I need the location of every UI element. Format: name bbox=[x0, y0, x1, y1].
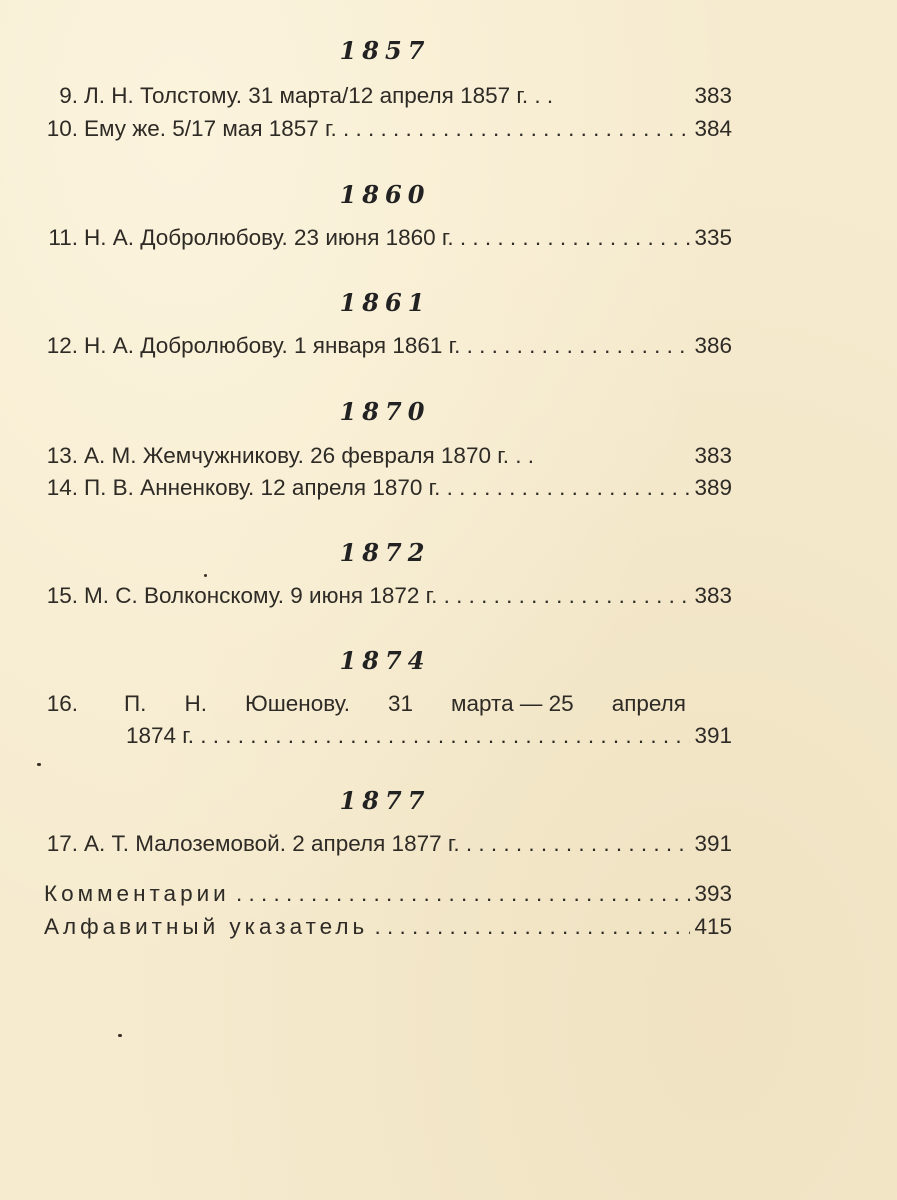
section-year-1861: 1861 bbox=[339, 288, 431, 317]
toc-entry bbox=[40, 580, 740, 612]
entry-page-number: 389 bbox=[694, 475, 732, 500]
toc-entry bbox=[40, 330, 740, 362]
toc-entry bbox=[40, 472, 740, 504]
entry-text: А. М. Жемчужникову. 26 февраля 1870 г. . . bbox=[84, 443, 534, 468]
entry-page-number: 384 bbox=[694, 116, 732, 141]
toc-entry bbox=[40, 688, 740, 720]
section-year-1860: 1860 bbox=[339, 180, 431, 209]
entry-word: марта — 25 bbox=[451, 691, 574, 716]
toc-entry-continuation bbox=[40, 720, 740, 752]
entry-text: Алфавитный указатель . . . bbox=[44, 911, 690, 943]
entry-text: А. Т. Малоземовой. 2 апреля 1877 г. . . . bbox=[84, 828, 690, 860]
toc-back-matter-entry bbox=[40, 878, 740, 910]
entry-text: Л. Н. Толстому. 31 марта/12 апреля 1857 г. . . bbox=[84, 83, 554, 108]
entry-text: Н. А. Добролюбову. 23 июня 1860 г. . . . bbox=[84, 222, 690, 254]
entry-page-number: 383 bbox=[694, 83, 732, 108]
entry-page-number: 415 bbox=[694, 914, 732, 939]
entry-page-number: 383 bbox=[694, 583, 732, 608]
entry-word: Н. bbox=[184, 691, 207, 716]
section-year-1857: 1857 bbox=[339, 36, 431, 65]
paper-speck bbox=[204, 574, 207, 577]
entry-number: 12. bbox=[46, 333, 78, 358]
section-year-1874: 1874 bbox=[339, 646, 431, 675]
toc-entry bbox=[40, 80, 740, 112]
entry-number: 9. bbox=[59, 83, 78, 108]
entry-number: 13. bbox=[46, 443, 78, 468]
entry-page-number: 386 bbox=[694, 333, 732, 358]
entry-number: 16. bbox=[46, 691, 78, 716]
entry-page-number: 391 bbox=[694, 831, 732, 856]
toc-entry bbox=[40, 113, 740, 145]
paper-speck bbox=[37, 763, 41, 766]
entry-text bbox=[124, 688, 686, 720]
entry-page-number: 391 bbox=[694, 723, 732, 748]
entry-page-number: 383 bbox=[694, 443, 732, 468]
entry-number: 14. bbox=[46, 475, 78, 500]
entry-word: апреля bbox=[611, 691, 686, 716]
paper-speck bbox=[118, 1034, 122, 1037]
toc-back-matter-entry bbox=[40, 911, 740, 943]
entry-word: 31 bbox=[387, 691, 414, 716]
entry-number: 17. bbox=[46, 831, 78, 856]
entry-text: М. С. Волконскому. 9 июня 1872 г. . . . bbox=[84, 580, 690, 612]
toc-entry bbox=[40, 828, 740, 860]
entry-page-number: 393 bbox=[694, 881, 732, 906]
section-year-1870: 1870 bbox=[339, 397, 431, 426]
entry-text: Н. А. Добролюбову. 1 января 1861 г. . . . bbox=[84, 330, 690, 362]
toc-entry bbox=[40, 222, 740, 254]
entry-word: Юшенову. bbox=[245, 691, 350, 716]
section-year-1872: 1872 bbox=[339, 538, 431, 567]
toc-entry bbox=[40, 440, 740, 472]
entry-text: 1874 г. . . . bbox=[126, 720, 690, 752]
entry-number: 15. bbox=[46, 583, 78, 608]
section-year-1877: 1877 bbox=[339, 786, 431, 815]
entry-page-number: 335 bbox=[694, 225, 732, 250]
entry-text: Ему же. 5/17 мая 1857 г. . . . bbox=[84, 113, 690, 145]
entry-number: 11. bbox=[48, 225, 78, 250]
entry-number: 10. bbox=[46, 116, 78, 141]
entry-text: П. В. Анненкову. 12 апреля 1870 г. . . . bbox=[84, 472, 690, 504]
entry-word: П. bbox=[124, 691, 147, 716]
entry-text: Комментарии . . . bbox=[44, 878, 690, 910]
